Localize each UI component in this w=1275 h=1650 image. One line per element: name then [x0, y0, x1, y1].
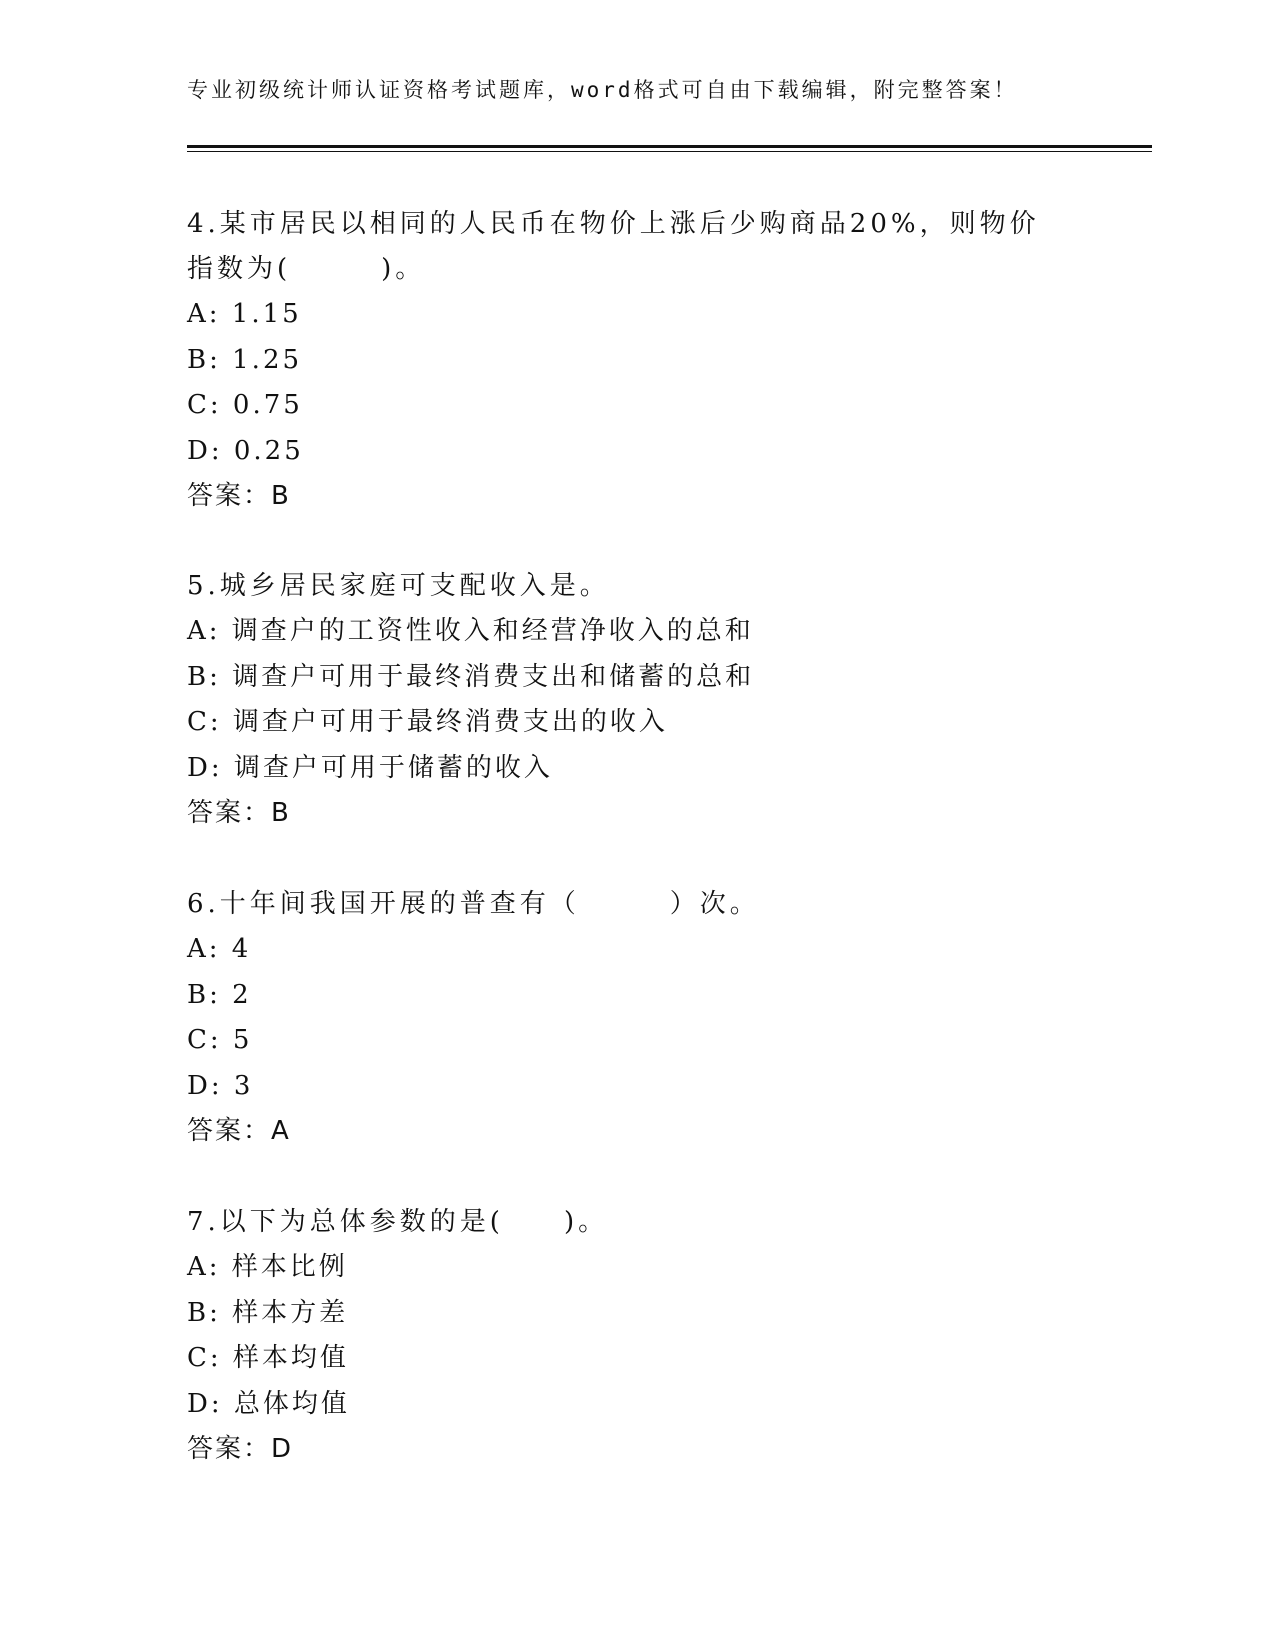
option-c: C: 5	[187, 1025, 253, 1055]
answer: 答案：D	[187, 1434, 294, 1464]
question-stem: 7.以下为总体参数的是( )。	[187, 1207, 609, 1237]
document-header: 专业初级统计师认证资格考试题库，word格式可自由下载编辑，附完整答案！	[187, 78, 1018, 102]
option-c: C: 样本均值	[187, 1343, 349, 1373]
option-a: A: 1.15	[187, 299, 302, 329]
question-7	[187, 1200, 1087, 1473]
option-b: B: 2	[187, 979, 252, 1010]
option-a: A: 4	[187, 934, 252, 964]
option-d: D: 3	[187, 1070, 254, 1101]
question-6	[187, 882, 1087, 1155]
answer: 答案：A	[187, 1116, 291, 1146]
question-stem: 5.城乡居民家庭可支配收入是。	[187, 571, 610, 601]
option-c: C: 调查户可用于最终消费支出的收入	[187, 707, 668, 737]
option-a: A: 调查户的工资性收入和经营净收入的总和	[187, 616, 754, 646]
option-a: A: 样本比例	[187, 1252, 348, 1282]
option-d: D: 调查户可用于储蓄的收入	[187, 752, 553, 783]
option-b: B: 调查户可用于最终消费支出和储蓄的总和	[187, 661, 755, 692]
question-stem: 6.十年间我国开展的普查有（ ）次。	[187, 889, 760, 919]
option-c: C: 0.75	[187, 390, 303, 420]
header-rule-thin	[187, 151, 1152, 152]
question-stem: 4.某市居民以相同的人民币在物价上涨后少购商品20%，则物价指数为( )。	[187, 209, 1040, 284]
option-d: D: 总体均值	[187, 1388, 350, 1419]
question-4	[187, 202, 1087, 520]
answer: 答案：B	[187, 481, 291, 511]
header-rule-thick	[187, 145, 1152, 148]
option-b: B: 样本方差	[187, 1297, 349, 1328]
option-d: D: 0.25	[187, 435, 304, 466]
option-b: B: 1.25	[187, 344, 303, 375]
answer: 答案：B	[187, 798, 291, 828]
question-5	[187, 564, 1087, 837]
